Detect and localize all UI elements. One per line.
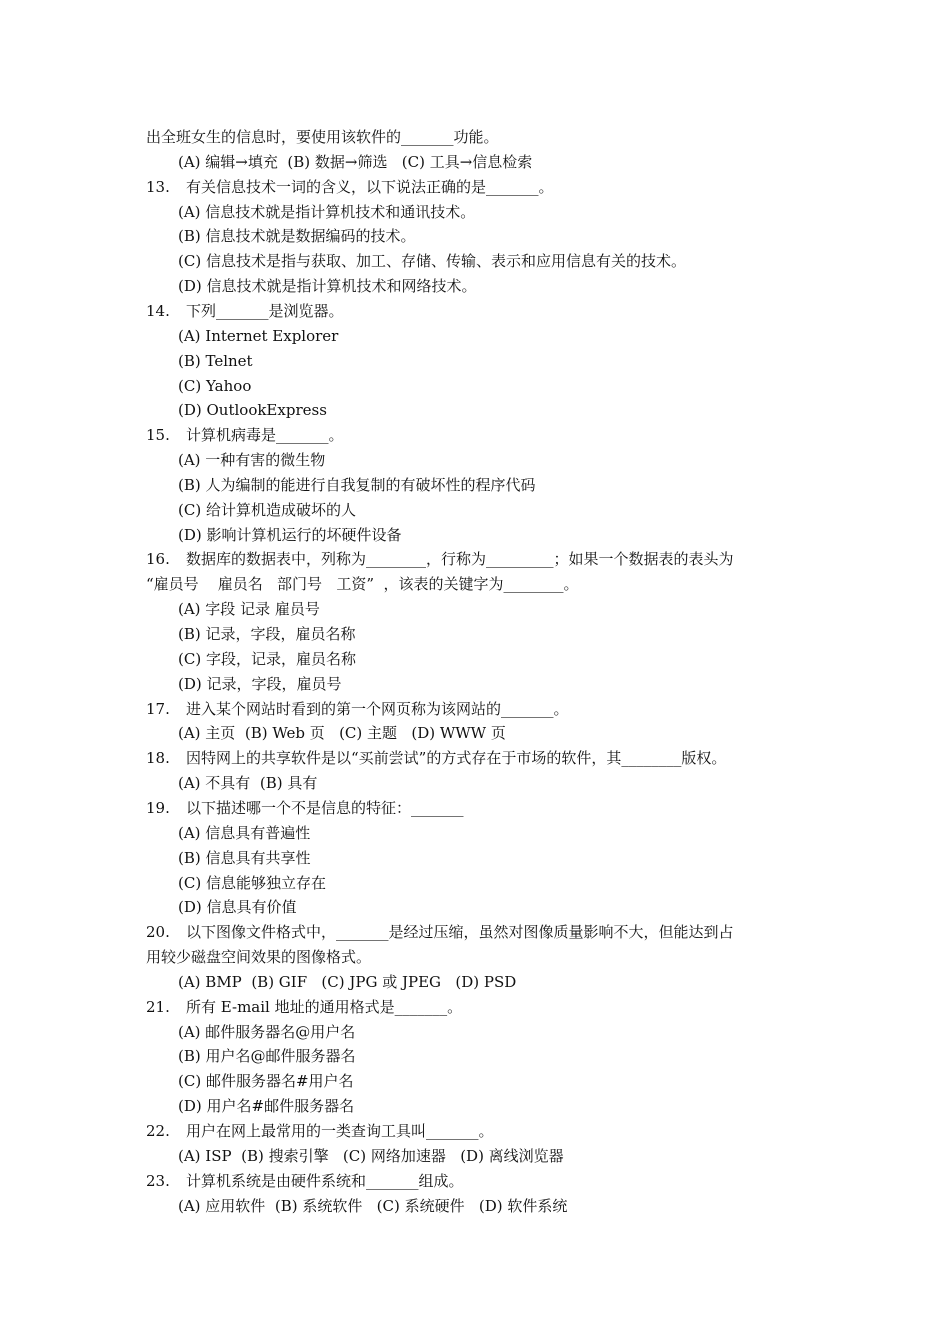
option-line: (B) 记录，字段，雇员名称: [178, 625, 356, 643]
question-number: 19.: [146, 798, 170, 817]
question-number: 21.: [146, 997, 170, 1016]
text-line: “雇员号 雇员名 部门号 工资” ，该表的关键字为________。: [146, 575, 579, 594]
question-text: 以下描述哪一个不是信息的特征：_______: [186, 798, 464, 817]
option-line: (A) BMP (B) GIF (C) JPG 或 JPEG (D) PSD: [178, 972, 517, 991]
option-line: (B) 信息具有共享性: [178, 848, 311, 867]
option-line: (A) 应用软件 (B) 系统软件 (C) 系统硬件 (D) 软件系统: [178, 1196, 568, 1215]
question-number: 13.: [146, 177, 170, 196]
question-text: 数据库的数据表中，列称为________，行称为_________；如果一个数据表的表头为: [186, 550, 734, 569]
question-number: 17.: [146, 699, 170, 718]
option-line: (C) 邮件服务器名#用户名: [178, 1072, 354, 1091]
question-text: 下列_______是浏览器。: [186, 301, 344, 320]
option-line: (B) Telnet: [178, 351, 253, 370]
question-number: 18.: [146, 749, 170, 768]
question-number: 15.: [146, 426, 170, 445]
option-line: (B) 信息技术就是数据编码的技术。: [178, 227, 416, 246]
question-number: 22.: [146, 1122, 170, 1140]
option-line: (A) ISP (B) 搜索引擎 (C) 网络加速器 (D) 离线浏览器: [178, 1146, 564, 1165]
question-line: [146, 748, 726, 768]
question-number: 14.: [146, 301, 170, 320]
question-line: [146, 798, 464, 818]
question-number: 20.: [146, 923, 170, 942]
question-text: 所有 E-mail 地址的通用格式是_______。: [186, 997, 463, 1016]
option-line: (D) 影响计算机运行的坏硬件设备: [178, 525, 402, 544]
question-line: [146, 699, 569, 719]
option-line: (A) 信息技术就是指计算机技术和通讯技术。: [178, 202, 476, 221]
question-line: [146, 1121, 494, 1141]
option-line: (C) 信息能够独立存在: [178, 873, 326, 892]
question-line: [146, 177, 554, 197]
question-text: 用户在网上最常用的一类查询工具叫_______。: [186, 1122, 494, 1140]
question-line: [146, 301, 344, 321]
question-line: [146, 922, 734, 942]
option-line: (D) 信息技术就是指计算机技术和网络技术。: [178, 277, 477, 296]
option-line: (A) 信息具有普遍性: [178, 823, 311, 842]
option-line: (A) 主页 (B) Web 页 (C) 主题 (D) WWW 页: [178, 724, 506, 743]
option-line: (B) 用户名@邮件服务器名: [178, 1047, 356, 1066]
text-line: 出全班女生的信息时，要使用该软件的_______功能。: [146, 128, 499, 146]
question-text: 进入某个网站时看到的第一个网页称为该网站的_______。: [186, 699, 569, 718]
option-line: (A) 不具有 (B) 具有: [178, 774, 318, 793]
option-line: (D) OutlookExpress: [178, 401, 327, 420]
question-number: 16.: [146, 550, 170, 569]
question-line: [146, 425, 344, 445]
option-line: (A) 一种有害的微生物: [178, 451, 326, 470]
option-line: (A) Internet Explorer: [178, 326, 339, 345]
option-line: (C) Yahoo: [178, 376, 252, 395]
option-line: (A) 邮件服务器名@用户名: [178, 1022, 356, 1041]
text-line: 用较少磁盘空间效果的图像格式。: [146, 948, 372, 967]
question-text: 有关信息技术一词的含义，以下说法正确的是_______。: [186, 177, 554, 196]
question-line: [146, 549, 734, 569]
option-line: (C) 给计算机造成破坏的人: [178, 500, 356, 519]
option-line: (C) 字段，记录，雇员名称: [178, 649, 356, 668]
question-text: 计算机系统是由硬件系统和_______组成。: [186, 1171, 464, 1190]
question-text: 计算机病毒是_______。: [186, 426, 344, 445]
option-line: (A) 编辑→填充 (B) 数据→筛选 (C) 工具→信息检索: [178, 152, 533, 171]
question-text: 因特网上的共享软件是以“买前尝试”的方式存在于市场的软件，其________版权。: [186, 749, 727, 768]
option-line: (D) 用户名#邮件服务器名: [178, 1097, 355, 1116]
question-line: [146, 997, 462, 1017]
option-line: (C) 信息技术是指与获取、加工、存储、传输、表示和应用信息有关的技术。: [178, 252, 686, 271]
option-line: (B) 人为编制的能进行自我复制的有破坏性的程序代码: [178, 475, 536, 494]
question-line: [146, 1171, 464, 1191]
question-number: 23.: [146, 1171, 170, 1190]
option-line: (A) 字段 记录 雇员号: [178, 600, 320, 619]
question-text: 以下图像文件格式中，_______是经过压缩，虽然对图像质量影响不大，但能达到占: [186, 923, 734, 942]
option-line: (D) 信息具有价值: [178, 898, 297, 917]
option-line: (D) 记录，字段，雇员号: [178, 674, 342, 693]
